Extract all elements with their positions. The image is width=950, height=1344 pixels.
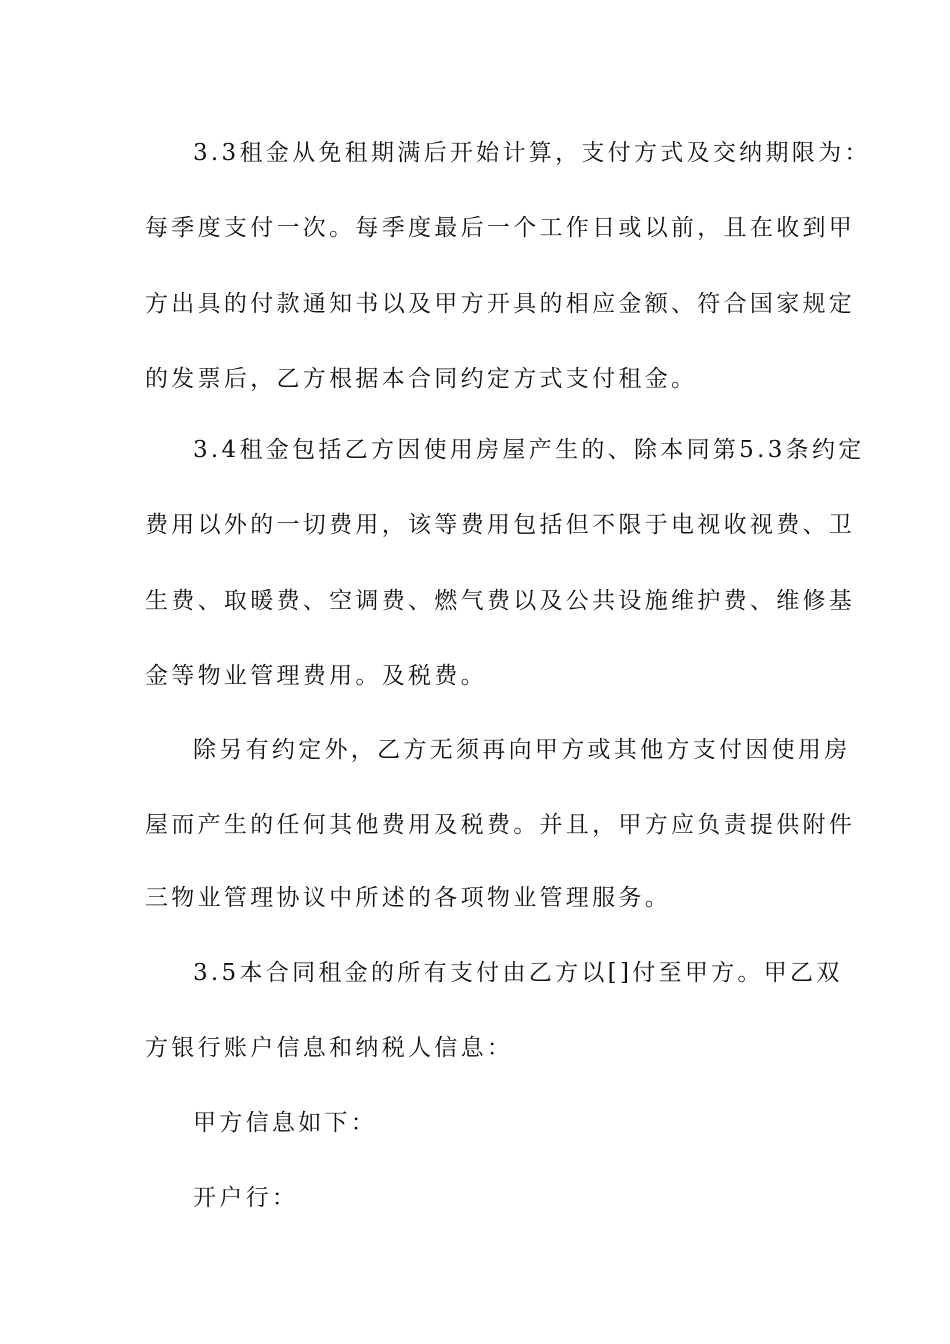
paragraph-3-4-line-1: 3.4租金包括乙方因使用房屋产生的、除本同第5.3条约定 [193,437,865,463]
bank-name-label: 开户行： [193,1185,299,1211]
party-a-info-heading: 甲方信息如下： [193,1110,378,1136]
paragraph-3-5-line-1: 3.5本合同租金的所有支付由乙方以[]付至甲方。甲乙双 [193,960,843,986]
paragraph-3-3-line-3: 方出具的付款通知书以及甲方开具的相应金额、符合国家规定 [145,291,856,317]
paragraph-3-4-line-4: 金等物业管理费用。及税费。 [145,663,487,689]
paragraph-other-fees-line-2: 屋而产生的任何其他费用及税费。并且，甲方应负责提供附件 [145,812,856,838]
paragraph-3-3-line-2: 每季度支付一次。每季度最后一个工作日或以前，且在收到甲 [145,215,856,241]
paragraph-other-fees-line-1: 除另有约定外，乙方无须再向甲方或其他方支付因使用房 [193,737,851,763]
paragraph-3-4-line-3: 生费、取暖费、空调费、燃气费以及公共设施维护费、维修基 [145,588,856,614]
paragraph-3-5-line-2: 方银行账户信息和纳税人信息： [145,1035,514,1061]
paragraph-3-3-line-4: 的发票后，乙方根据本合同约定方式支付租金。 [145,366,698,392]
paragraph-3-3-line-1: 3.3租金从免租期满后开始计算，支付方式及交纳期限为： [193,140,871,166]
paragraph-other-fees-line-3: 三物业管理协议中所述的各项物业管理服务。 [145,885,671,911]
paragraph-3-4-line-2: 费用以外的一切费用，该等费用包括但不限于电视收视费、卫 [145,512,856,538]
